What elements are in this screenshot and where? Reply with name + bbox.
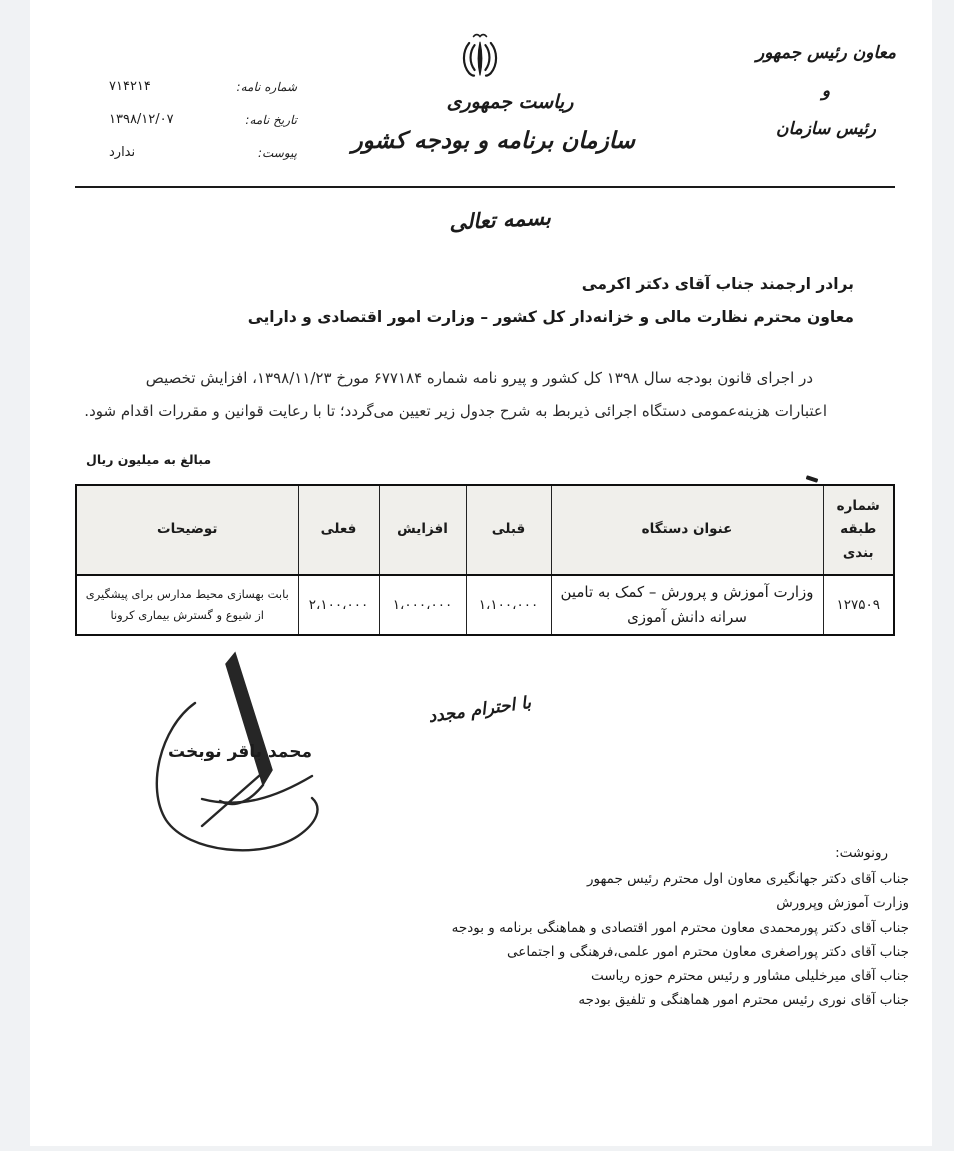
signature-name: محمد باقر نوبخت: [168, 742, 312, 762]
budget-table: [75, 484, 895, 636]
signature-salutation: با احترام مجدد: [427, 692, 533, 728]
table-caption: مبالغ به میلیون ریال: [86, 452, 212, 467]
col-header-current: فعلی: [298, 485, 379, 575]
letterhead-signatory-block: [740, 34, 912, 148]
letter-number-label: شماره نامه:: [236, 79, 297, 94]
table-row: [76, 575, 894, 635]
body-paragraph-line2: اعتبارات هزینه‌عمومی دستگاه اجرائی ذیربط به شرح جدول زیر تعیین می‌گردد؛ تا با رعایت قوانین و مقررات اقدام شود.: [84, 402, 827, 420]
letter-meta-fields: [105, 70, 297, 169]
addressee-block: [248, 268, 854, 334]
cc-item: جناب آقای دکتر پورمحمدی معاون محترم امور اقتصادی و هماهنگی برنامه و بودجه: [451, 919, 909, 936]
cell-notes: بابت بهسازی محیط مدارس برای پیشگیری از شیوع و گسترش بیماری کرونا: [76, 575, 298, 635]
letterhead-divider: [75, 186, 895, 188]
attachment-label: پیوست:: [257, 145, 297, 160]
org-name-pbo: سازمان برنامه و بودجه کشور: [351, 128, 635, 154]
cell-current: ۲،۱۰۰،۰۰۰: [298, 575, 379, 635]
col-header-previous: قبلی: [466, 485, 551, 575]
col-header-agency: عنوان دستگاه: [551, 485, 823, 575]
cell-agency: وزارت آموزش و پرورش – کمک به تامین سرانه دانش آموزی: [551, 575, 823, 635]
letter-date-label: تاریخ نامه:: [245, 112, 297, 127]
cc-item: جناب آقای دکتر جهانگیری معاون اول محترم رئیس جمهور: [586, 871, 909, 887]
iran-emblem-icon: [452, 30, 508, 84]
besmele: بسمه تعالی: [448, 205, 552, 235]
letter-date-value: ۱۳۹۸/۱۲/۰۷: [109, 112, 174, 127]
cc-list: [452, 867, 909, 1013]
signatory-title-line3: رئیس سازمان: [775, 119, 877, 139]
field-attachment: [105, 136, 297, 169]
signatory-title-line1: معاون رئیس جمهور: [756, 43, 896, 63]
table-header-row: [76, 485, 894, 575]
field-letter-date: [105, 103, 297, 136]
letter-number-value: ۷۱۴۲۱۴: [109, 79, 151, 94]
attachment-value: ندارد: [109, 145, 136, 160]
addressee-position: معاون محترم نظارت مالی و خزانه‌دار کل کشور – وزارت امور اقتصادی و دارایی: [247, 308, 854, 326]
org-name-presidency: ریاست جمهوری: [446, 91, 574, 113]
cc-item: وزارت آموزش وپرورش: [776, 895, 909, 912]
letterhead-org-block: [351, 86, 635, 164]
cell-increase: ۱،۰۰۰،۰۰۰: [379, 575, 466, 635]
cell-classification: ۱۲۷۵۰۹: [823, 575, 894, 635]
addressee-name: برادر ارجمند جناب آقای دکتر اکرمی: [581, 275, 854, 293]
col-header-classification: شماره طبقه بندی: [823, 485, 894, 575]
cc-title: رونوشت:: [835, 845, 888, 861]
col-header-increase: افزایش: [379, 485, 466, 575]
cc-item: جناب آقای میرخلیلی مشاور و رئیس محترم حوزه ریاست: [590, 968, 909, 985]
cc-item: جناب آقای نوری رئیس محترم امور هماهنگی و تلفیق بودجه: [578, 992, 909, 1009]
cell-previous: ۱،۱۰۰،۰۰۰: [466, 575, 551, 635]
body-paragraph-line1: در اجرای قانون بودجه سال ۱۳۹۸ کل کشور و پیرو نامه شماره ۶۷۷۱۸۴ مورخ ۱۳۹۸/۱۱/۲۳، افزایش تخصیص: [145, 369, 813, 387]
cc-item: جناب آقای دکتر پوراصغری معاون محترم امور علمی،فرهنگی و اجتماعی: [507, 943, 909, 960]
signatory-title-line2: و: [821, 81, 831, 101]
col-header-notes: توضیحات: [76, 485, 298, 575]
field-letter-number: [105, 70, 297, 103]
